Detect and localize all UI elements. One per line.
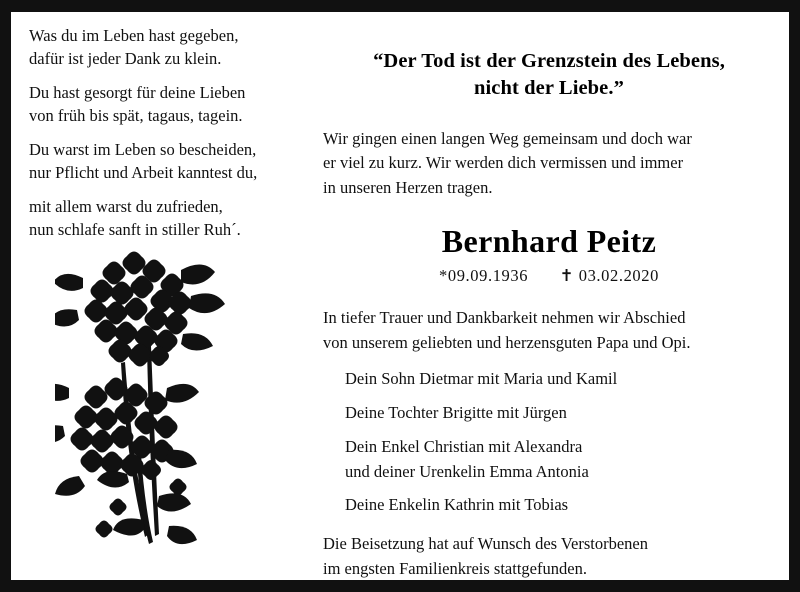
poem: [29, 24, 329, 241]
closing-line: Die Beisetzung hat auf Wunsch des Verstorbenen: [323, 534, 648, 553]
poem-stanza: [29, 24, 329, 71]
quote-line-1: “Der Tod ist der Grenzstein des Lebens,: [373, 50, 725, 72]
message-line: von unserem geliebten und herzensguten Papa und Opi.: [323, 332, 691, 352]
life-dates: [323, 266, 775, 286]
intro-line: Wir gingen einen langen Weg gemeinsam und doch war: [323, 128, 692, 148]
family-member: [345, 367, 775, 392]
family-member: [345, 493, 775, 518]
notice-column: [323, 48, 775, 582]
deceased-name: Bernhard Peitz: [441, 222, 657, 259]
funeral-note: [323, 532, 775, 582]
poem-stanza: [29, 81, 329, 128]
birth-date: *09.09.1936: [439, 265, 529, 285]
poem-line: nur Pflicht und Arbeit kanntest du,: [29, 163, 258, 183]
hydrangea-flower-icon: [55, 234, 285, 564]
quote-line-2: nicht der Liebe.”: [474, 77, 624, 100]
death-date: ✝ 03.02.2020: [559, 265, 659, 285]
intro-text: [323, 127, 775, 201]
poem-column: [29, 24, 329, 251]
intro-line: in unseren Herzen tragen.: [323, 178, 493, 197]
family-line: Deine Enkelin Kathrin mit Tobias: [345, 495, 569, 515]
poem-line: nun schlafe sanft in stiller Ruh´.: [29, 219, 241, 239]
poem-line: Du warst im Leben so bescheiden,: [29, 139, 257, 159]
poem-line: von früh bis spät, tagaus, tagein.: [29, 106, 243, 126]
family-line: Dein Enkel Christian mit Alexandra: [345, 436, 583, 456]
family-member: [345, 401, 775, 426]
intro-line: er viel zu kurz. Wir werden dich vermissen und immer: [323, 153, 684, 173]
message-line: In tiefer Trauer und Dankbarkeit nehmen wir Abschied: [323, 307, 686, 327]
poem-line: mit allem warst du zufrieden,: [29, 196, 223, 216]
poem-line: Du hast gesorgt für deine Lieben: [29, 82, 246, 102]
memorial-quote: [323, 48, 775, 103]
family-line: Deine Tochter Brigitte mit Jürgen: [345, 403, 567, 422]
family-line: und deiner Urenkelin Emma Antonia: [345, 461, 589, 481]
mourning-message: [323, 306, 775, 356]
family-line: Dein Sohn Dietmar mit Maria und Kamil: [345, 369, 618, 389]
poem-line: Was du im Leben hast gegeben,: [29, 26, 239, 45]
family-list: [323, 367, 775, 518]
family-member: [345, 435, 775, 485]
obituary-inner: [11, 12, 789, 580]
poem-line: dafür ist jeder Dank zu klein.: [29, 49, 222, 69]
closing-line: im engsten Familienkreis stattgefunden.: [323, 558, 587, 578]
poem-stanza: [29, 138, 329, 185]
